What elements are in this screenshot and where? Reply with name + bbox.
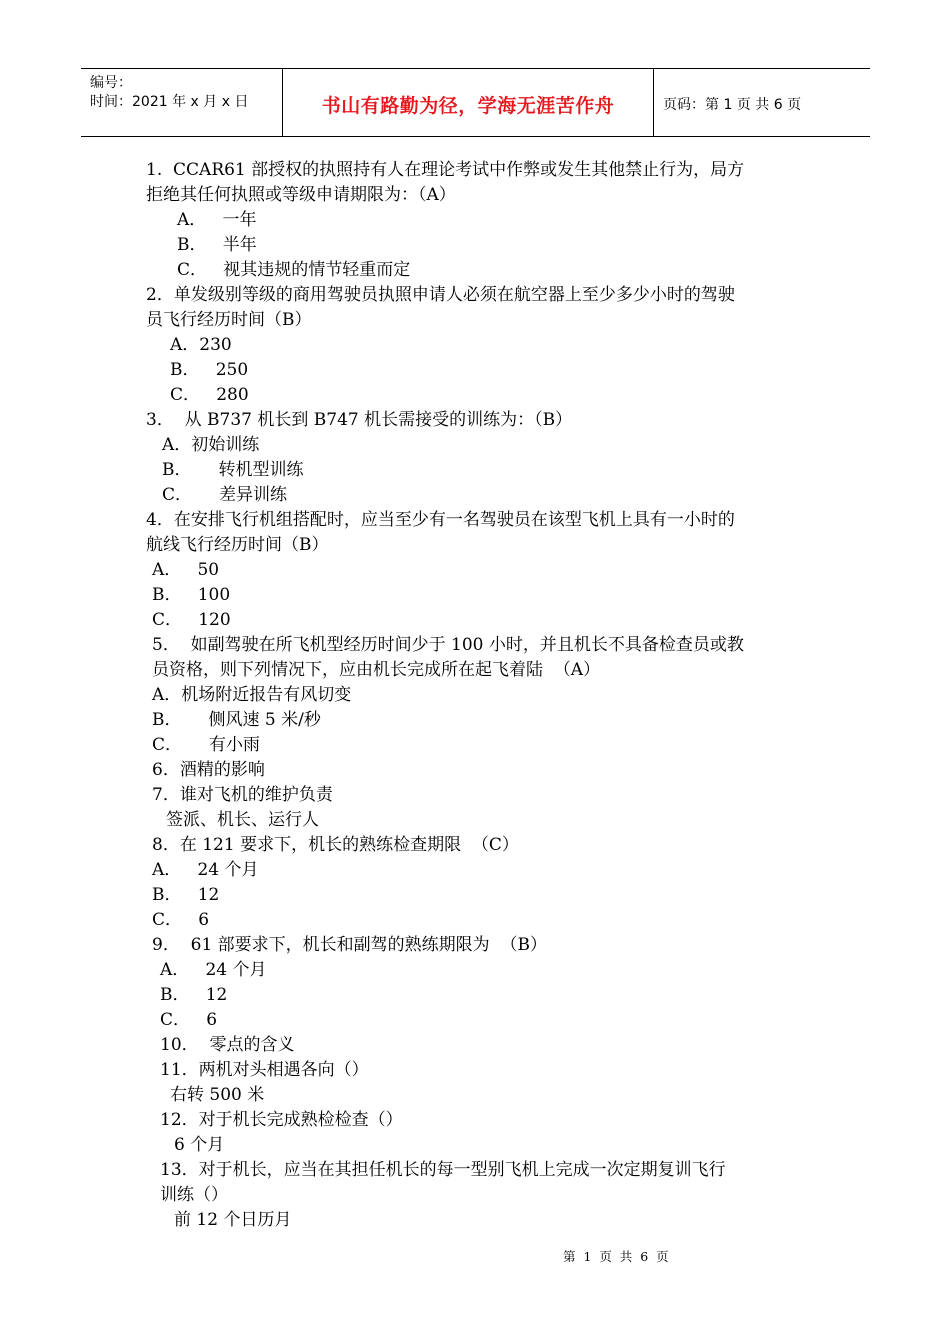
motto-text: 书山有路勤为径，学海无涯苦作舟 [321,95,615,117]
text-line: 11．两机对头相遇各向（） [160,1060,369,1080]
text-line: C． 差异训练 [162,485,288,505]
text-line: 5． 如副驾驶在所飞机型经历时间少于 100 小时，并且机长不具备检查员或教 [152,635,744,655]
header-meta-cell [81,69,283,136]
text-line: C． 6 [152,910,210,930]
text-line: B． 侧风速 5 米/秒 [152,710,321,730]
text-line: 10． 零点的含义 [160,1035,295,1055]
text-line: 拒绝其任何执照或等级申请期限为：（A） [146,185,456,205]
document-date-label: 时间：2021 年 x 月 x 日 [90,94,249,110]
text-line: B． 半年 [177,235,257,255]
text-line: 1. CCAR61 部授权的执照持有人在理论考试中作弊或发生其他禁止行为，局方 [146,160,745,180]
header-motto-cell [283,69,654,136]
text-line: 6 个月 [174,1135,225,1155]
text-line: A． 24 个月 [152,860,259,880]
text-line: C． 280 [170,385,249,405]
text-line: A． 24 个月 [160,960,267,980]
text-line: 签派、机长、运行人 [166,810,319,830]
text-line: A． 一年 [177,210,257,230]
text-line: 8．在 121 要求下，机长的熟练检查期限 （C） [152,835,519,855]
text-line: B． 转机型训练 [162,460,304,480]
header-page-cell [654,69,870,136]
text-line: 训练（） [160,1185,228,1205]
text-line: C． 视其违规的情节轻重而定 [177,260,411,280]
text-line: 员飞行经历时间（B） [146,310,312,330]
text-line: 3． 从 B737 机长到 B747 机长需接受的训练为：（B） [146,410,573,430]
text-line: B． 250 [170,360,249,380]
text-line: 员资格，则下列情况下，应由机长完成所在起飞着陆 （A） [152,660,601,680]
text-line: A．机场附近报告有风切变 [152,685,352,705]
text-line: C． 120 [152,610,231,630]
text-line: B． 100 [152,585,231,605]
page-info: 页码：第 1 页 共 6 页 [663,97,802,113]
header-table [81,68,870,137]
document-number-label: 编号： [90,75,132,91]
text-line: 9． 61 部要求下，机长和副驾的熟练期限为 （B） [152,935,547,955]
text-line: B． 12 [160,985,228,1005]
text-line: A． 50 [152,560,220,580]
text-line: 右转 500 米 [170,1085,265,1105]
text-line: C． 6 [160,1010,218,1030]
text-line: 6．酒精的影响 [152,760,265,780]
text-line: A．初始训练 [162,435,260,455]
text-line: C． 有小雨 [152,735,261,755]
text-line: 2．单发级别等级的商用驾驶员执照申请人必须在航空器上至少多少小时的驾驶 [146,285,735,305]
text-line: 前 12 个日历月 [174,1210,292,1230]
text-line: A．230 [170,335,232,355]
text-line: 4．在安排飞行机组搭配时，应当至少有一名驾驶员在该型飞机上具有一小时的 [146,510,735,530]
text-line: 12．对于机长完成熟检检查（） [160,1110,403,1130]
page-footer: 第 1 页 共 6 页 [563,1249,669,1264]
text-line: 13．对于机长，应当在其担任机长的每一型别飞机上完成一次定期复训飞行 [160,1160,726,1180]
text-line: 7．谁对飞机的维护负责 [152,785,333,805]
text-line: B． 12 [152,885,220,905]
text-line: 航线飞行经历时间（B） [146,535,329,555]
